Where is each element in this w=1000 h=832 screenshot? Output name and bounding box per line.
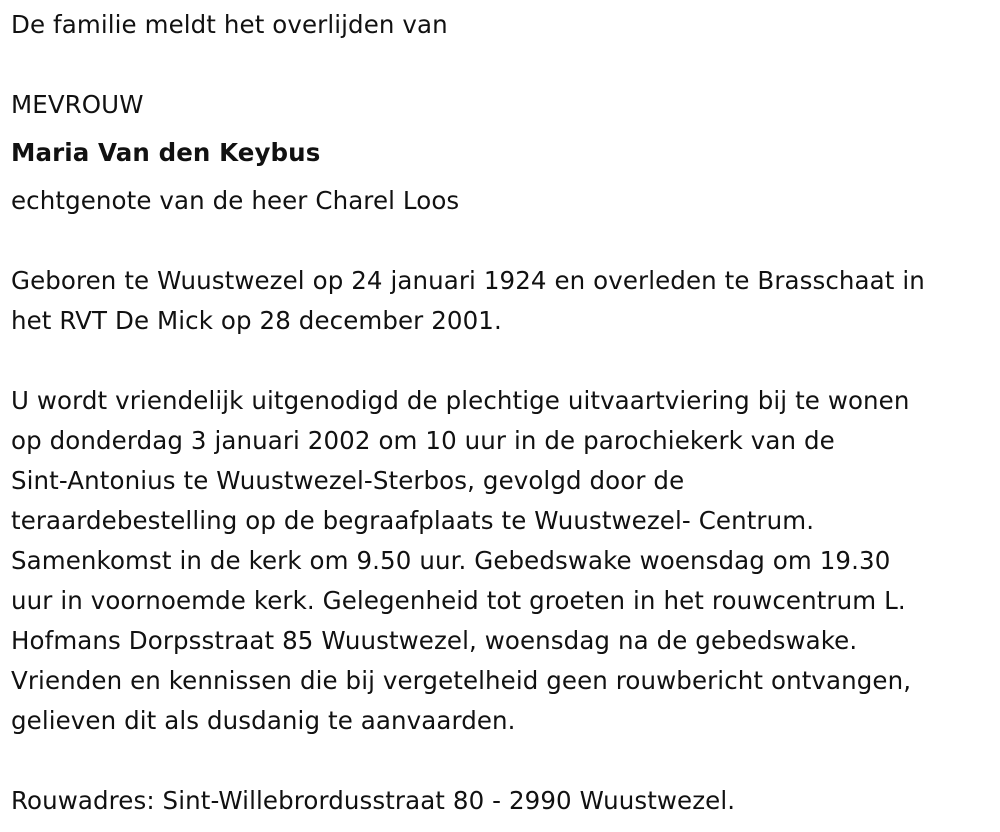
deceased-name: Maria Van den Keybus <box>11 138 321 167</box>
funeral-line-2: op donderdag 3 januari 2002 om 10 uur in de parochiekerk van de <box>11 426 835 455</box>
funeral-line-8: Vrienden en kennissen die bij vergetelheid geen rouwbericht ontvangen, <box>11 666 912 695</box>
funeral-line-4: teraardebestelling op de begraafplaats te Wuustwezel- Centrum. <box>11 506 815 535</box>
mourning-address: Rouwadres: Sint-Willebrordusstraat 80 - 2990 Wuustwezel. <box>11 786 736 815</box>
birth-death-line-1: Geboren te Wuustwezel op 24 januari 1924 en overleden te Brasschaat in <box>11 266 925 295</box>
spouse-text: echtgenote van de heer Charel Loos <box>11 186 460 215</box>
funeral-line-3: Sint-Antonius te Wuustwezel-Sterbos, gevolgd door de <box>11 466 685 495</box>
funeral-line-6: uur in voornoemde kerk. Gelegenheid tot groeten in het rouwcentrum L. <box>11 586 906 615</box>
intro-text: De familie meldt het overlijden van <box>11 10 448 39</box>
honorific-title: MEVROUW <box>11 90 144 119</box>
funeral-line-9: gelieven dit als dusdanig te aanvaarden. <box>11 706 516 735</box>
birth-death-line-2: het RVT De Mick op 28 december 2001. <box>11 306 502 335</box>
funeral-line-5: Samenkomst in de kerk om 9.50 uur. Gebedswake woensdag om 19.30 <box>11 546 891 575</box>
funeral-line-7: Hofmans Dorpsstraat 85 Wuustwezel, woensdag na de gebedswake. <box>11 626 858 655</box>
funeral-line-1: U wordt vriendelijk uitgenodigd de plechtige uitvaartviering bij te wonen <box>11 386 910 415</box>
